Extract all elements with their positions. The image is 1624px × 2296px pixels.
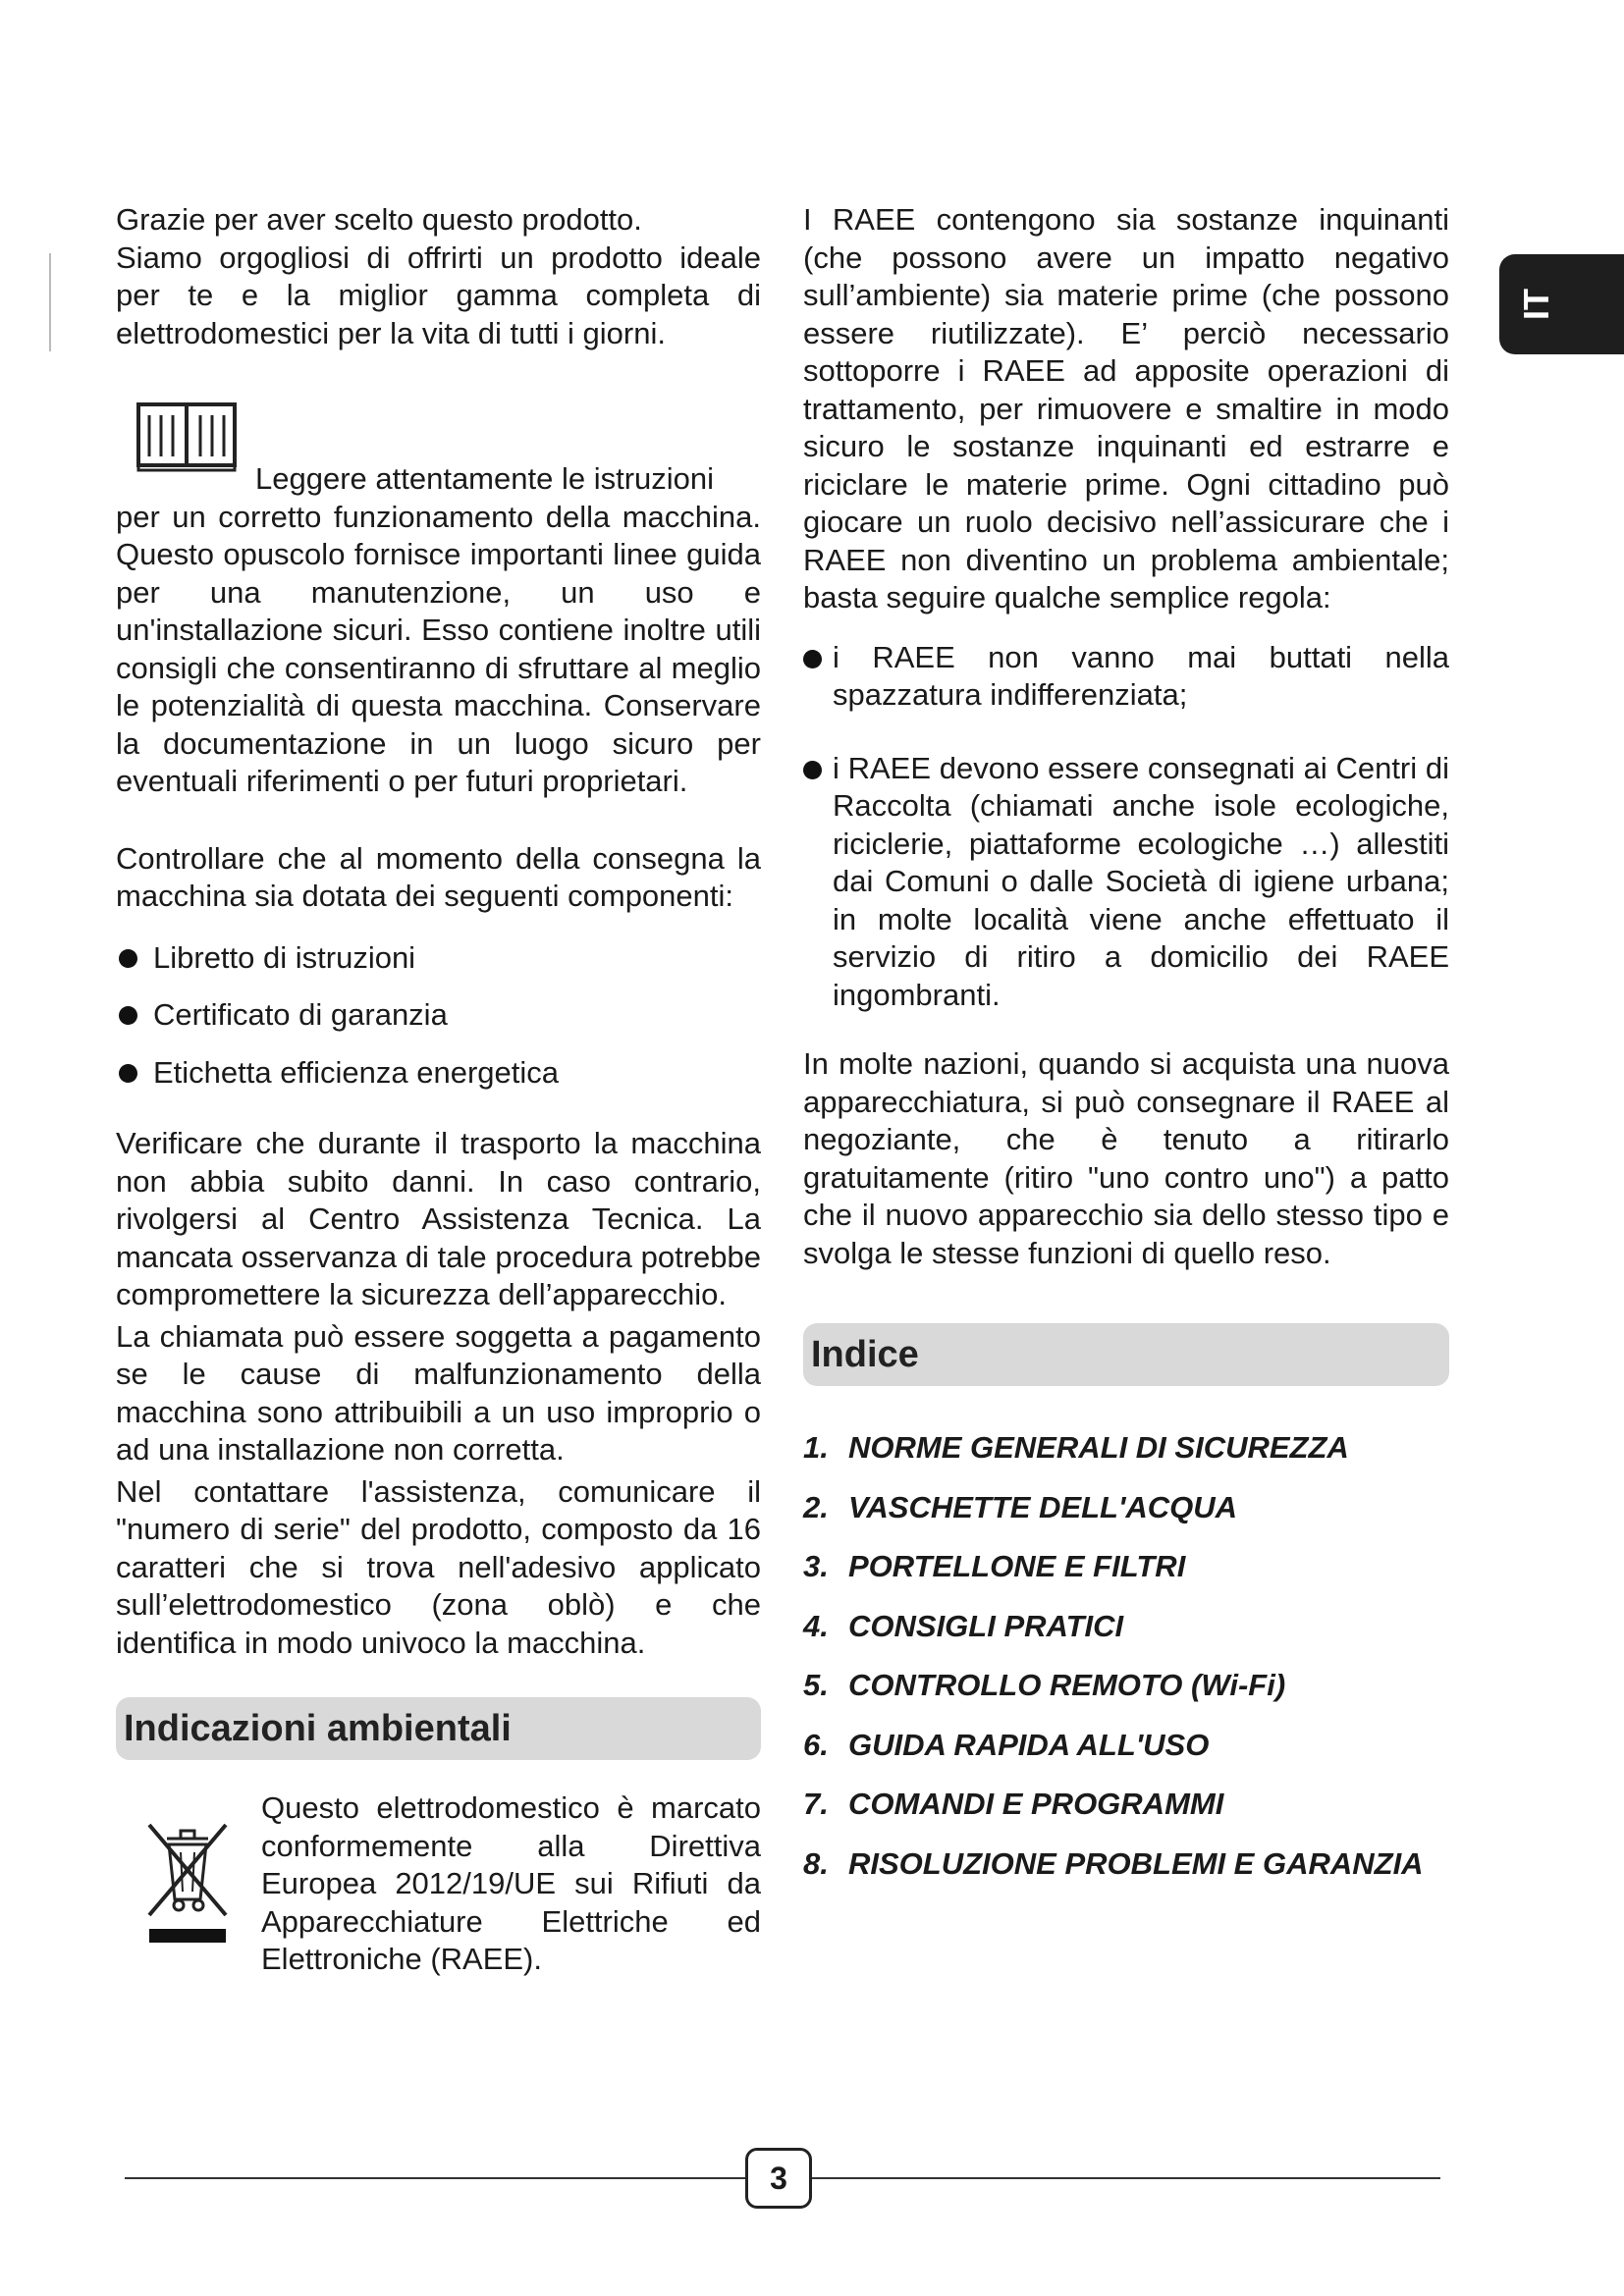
crossed-bin-icon — [143, 1819, 232, 1949]
margin-line — [49, 253, 51, 351]
toc-item[interactable]: 8. RISOLUZIONE PROBLEMI E GARANZIA — [803, 1845, 1424, 1881]
table-of-contents — [803, 1429, 1449, 1883]
bullet-icon — [119, 1006, 137, 1025]
bullet-icon — [803, 761, 822, 779]
components-list — [116, 939, 761, 1093]
bullet-icon — [119, 949, 137, 968]
nations-text: In molte nazioni, quando si acquista una nuova apparecchiatura, si può consegnare il RAEE al negoziante, che è tenuto a ritirarlo gratuitamente (ritiro "uno contro uno") a patto che il nuovo apparecchio sia dello stesso tipo e svolga le stesse funzioni di quello reso. — [803, 1046, 1449, 1270]
verify-transport-text: Verificare che durante il trasporto la macchina non abbia subito danni. In caso contrario, rivolgersi al Centro Assistenza Tecnica. La mancata osservanza di tale procedura potrebbe compromettere la sicurezza dell’apparecchio. — [116, 1126, 761, 1311]
toc-item[interactable]: 1. NORME GENERALI DI SICUREZZA — [803, 1430, 1349, 1465]
check-components-text: Controllare che al momento della consegna la macchina sia dotata dei seguenti componenti: — [116, 840, 761, 913]
bullet-icon — [119, 1064, 137, 1083]
intro-line: Grazie per aver scelto questo prodotto. — [116, 202, 642, 237]
weee-block — [116, 1789, 761, 1979]
toc-item[interactable]: 7. COMANDI E PROGRAMMI — [803, 1787, 1224, 1821]
list-item: Libretto di istruzioni — [116, 939, 761, 978]
footer-rule-left — [125, 2177, 745, 2179]
intro-text: Siamo orgogliosi di offrirti un prodotto ideale per te e la miglior gamma completa di elettrodomestici per la vita di tutti i giorni. — [116, 240, 761, 350]
section-heading-bar — [116, 1697, 761, 1760]
raee-rules-list — [803, 639, 1449, 1015]
index-heading: Indice — [811, 1333, 919, 1375]
section-heading: Indicazioni ambientali — [124, 1707, 512, 1749]
bullet-icon — [803, 650, 822, 668]
right-column — [803, 201, 1449, 1904]
weee-text: Questo elettrodomestico è marcato conformemente alla Direttiva Europea 2012/19/UE sui Rifiuti da Apparecchiature Elettriche ed Elettroniche (RAEE). — [261, 1790, 761, 1976]
left-column — [116, 201, 761, 1979]
read-instructions-lead: Leggere attentamente le istruzioni — [255, 461, 715, 496]
page-number: 3 — [745, 2148, 812, 2209]
list-item: Etichetta efficienza energetica — [116, 1054, 761, 1093]
toc-item[interactable]: 6. GUIDA RAPIDA ALL'USO — [803, 1727, 1210, 1762]
language-tab-label: IT — [1516, 289, 1556, 320]
language-tab — [1499, 254, 1624, 354]
read-instructions-text: per un corretto funzionamento della macchina. Questo opuscolo fornisce importanti linee guida per una manutenzione, un uso e un'installazione sicuri. Esso contiene inoltre utili consigli che consentiranno di sfruttare al meglio le potenzialità di questa macchina. Conservare la documentazione in un luogo sicuro per eventuali riferimenti o per futuri proprietari. — [116, 499, 761, 798]
footer-rule-right — [812, 2177, 1440, 2179]
list-item: i RAEE non vanno mai buttati nella spazzatura indifferenziata; — [803, 639, 1449, 715]
read-instructions-block — [116, 401, 761, 801]
list-item: Certificato di garanzia — [116, 996, 761, 1035]
toc-item[interactable]: 3. PORTELLONE E FILTRI — [803, 1549, 1186, 1583]
toc-item[interactable]: 2. VASCHETTE DELL'ACQUA — [803, 1489, 1238, 1524]
raee-text: I RAEE contengono sia sostanze inquinanti (che possono avere un impatto negativo sull’ambiente) sia materie prime (che possono essere riutilizzate). E’ perciò necessario sottoporre i RAEE ad apposite operazioni di trattamento, per rimuovere e smaltire in modo sicuro le sostanze inquinanti ed estrarre e riciclare le materie prime. Ogni cittadino può giocare un ruolo decisivo nell’assicurare che i RAEE non diventino un problema ambientale; basta seguire qualche semplice regola: — [803, 202, 1449, 614]
serial-number-text: Nel contattare l'assistenza, comunicare il "numero di serie" del prodotto, composto da 16 caratteri che si trova nell'adesivo applicato sull’elettrodomestico (zona oblò) e che identifica in modo univoco la macchina. — [116, 1473, 761, 1660]
toc-item[interactable]: 4. CONSIGLI PRATICI — [803, 1608, 1124, 1643]
index-heading-bar — [803, 1323, 1449, 1386]
call-cost-text: La chiamata può essere soggetta a pagamento se le cause di malfunzionamento della macchina sono attribuibili a un uso improprio o ad una installazione non corretta. — [116, 1318, 761, 1467]
toc-item[interactable]: 5. CONTROLLO REMOTO (Wi-Fi) — [803, 1668, 1286, 1702]
list-item: i RAEE devono essere consegnati ai Centri di Raccolta (chiamati anche isole ecologiche, riciclerie, piattaforme ecologiche …) allestiti dai Comuni o dalle Società di igiene urbana; in molte località viene anche effettuato il servizio di ritiro a domicilio dei RAEE ingombranti. — [803, 750, 1449, 1015]
